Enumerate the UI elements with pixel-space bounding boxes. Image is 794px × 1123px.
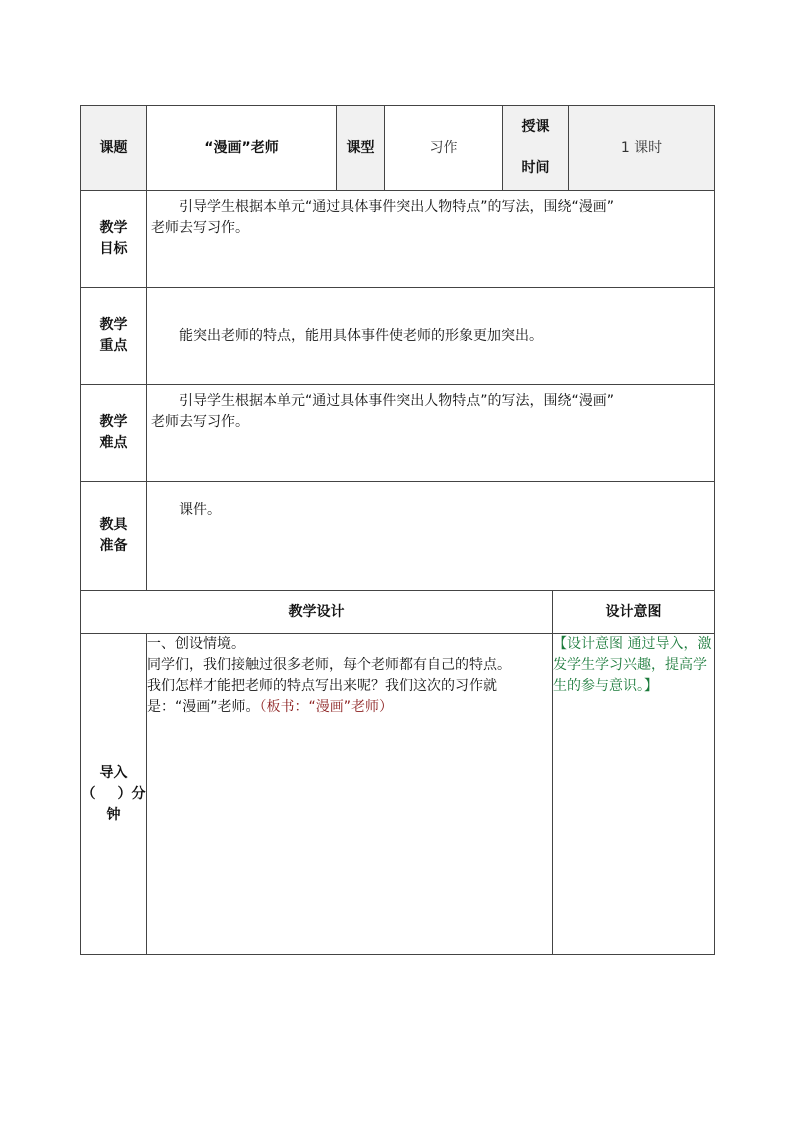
goal-content xyxy=(147,191,715,288)
tools-label-line2: 准备 xyxy=(99,538,128,554)
lesson-plan-table xyxy=(80,105,715,955)
key-label-line2: 重点 xyxy=(99,338,128,354)
goal-row xyxy=(81,191,715,288)
design-left-header: 教学设计 xyxy=(81,591,553,634)
design-right-header: 设计意图 xyxy=(553,591,715,634)
difficulty-content xyxy=(147,385,715,482)
time-label-line1: 授课 xyxy=(521,119,550,136)
time-label-line2: 时间 xyxy=(521,160,550,176)
key-row xyxy=(81,288,715,385)
intro-label xyxy=(81,634,147,955)
intro-line4-prefix: 是：“漫画”老师。 xyxy=(147,699,260,715)
intro-intent: 【设计意图 通过导入，激发学生学习兴趣，提高学生的参与意识。】 xyxy=(553,634,715,955)
intro-line4 xyxy=(147,697,552,718)
goal-text-cont: 老师去写习作。 xyxy=(151,220,249,236)
goal-label-line2: 目标 xyxy=(99,241,128,257)
tools-text: 课件。 xyxy=(179,502,221,518)
board-note: （板书：“漫画”老师） xyxy=(259,699,394,715)
goal-label xyxy=(81,191,147,288)
design-header-row xyxy=(81,591,715,634)
goal-text: 引导学生根据本单元“通过具体事件突出人物特点”的写法，围绕“漫画” xyxy=(179,199,615,215)
intro-label-line1: 导入 xyxy=(99,764,128,781)
intro-line2: 同学们，我们接触过很多老师，每个老师都有自己的特点。 xyxy=(147,657,511,673)
tools-label xyxy=(81,482,147,591)
difficulty-label-line2: 难点 xyxy=(99,435,128,451)
difficulty-row xyxy=(81,385,715,482)
type-value: 习作 xyxy=(385,106,503,191)
intro-row xyxy=(81,634,715,955)
key-content xyxy=(147,288,715,385)
intro-content xyxy=(147,634,553,955)
goal-label-line1: 教学 xyxy=(99,220,128,236)
tools-label-line1: 教具 xyxy=(99,517,128,533)
header-row xyxy=(81,106,715,191)
key-label-line1: 教学 xyxy=(99,317,128,333)
topic-value: “漫画”老师 xyxy=(147,106,337,191)
key-text: 能突出老师的特点，能用具体事件使老师的形象更加突出。 xyxy=(179,327,543,344)
intro-line1: 一、创设情境。 xyxy=(147,636,245,652)
key-label xyxy=(81,288,147,385)
time-value: 1 课时 xyxy=(569,106,715,191)
intro-label-line2 xyxy=(81,784,146,805)
time-label xyxy=(503,106,569,191)
difficulty-text-cont: 老师去写习作。 xyxy=(151,414,249,430)
topic-label: 课题 xyxy=(81,106,147,191)
intro-line3: 我们怎样才能把老师的特点写出来呢？我们这次的习作就 xyxy=(147,678,497,694)
difficulty-label-line1: 教学 xyxy=(99,414,128,430)
difficulty-label xyxy=(81,385,147,482)
intro-label-line3: 钟 xyxy=(106,806,121,823)
difficulty-text: 引导学生根据本单元“通过具体事件突出人物特点”的写法，围绕“漫画” xyxy=(179,393,615,409)
tools-content xyxy=(147,482,715,591)
intro-minutes-open: （ xyxy=(81,785,96,802)
tools-row xyxy=(81,482,715,591)
intro-minutes-close: ）分 xyxy=(117,785,146,802)
type-label: 课型 xyxy=(337,106,385,191)
